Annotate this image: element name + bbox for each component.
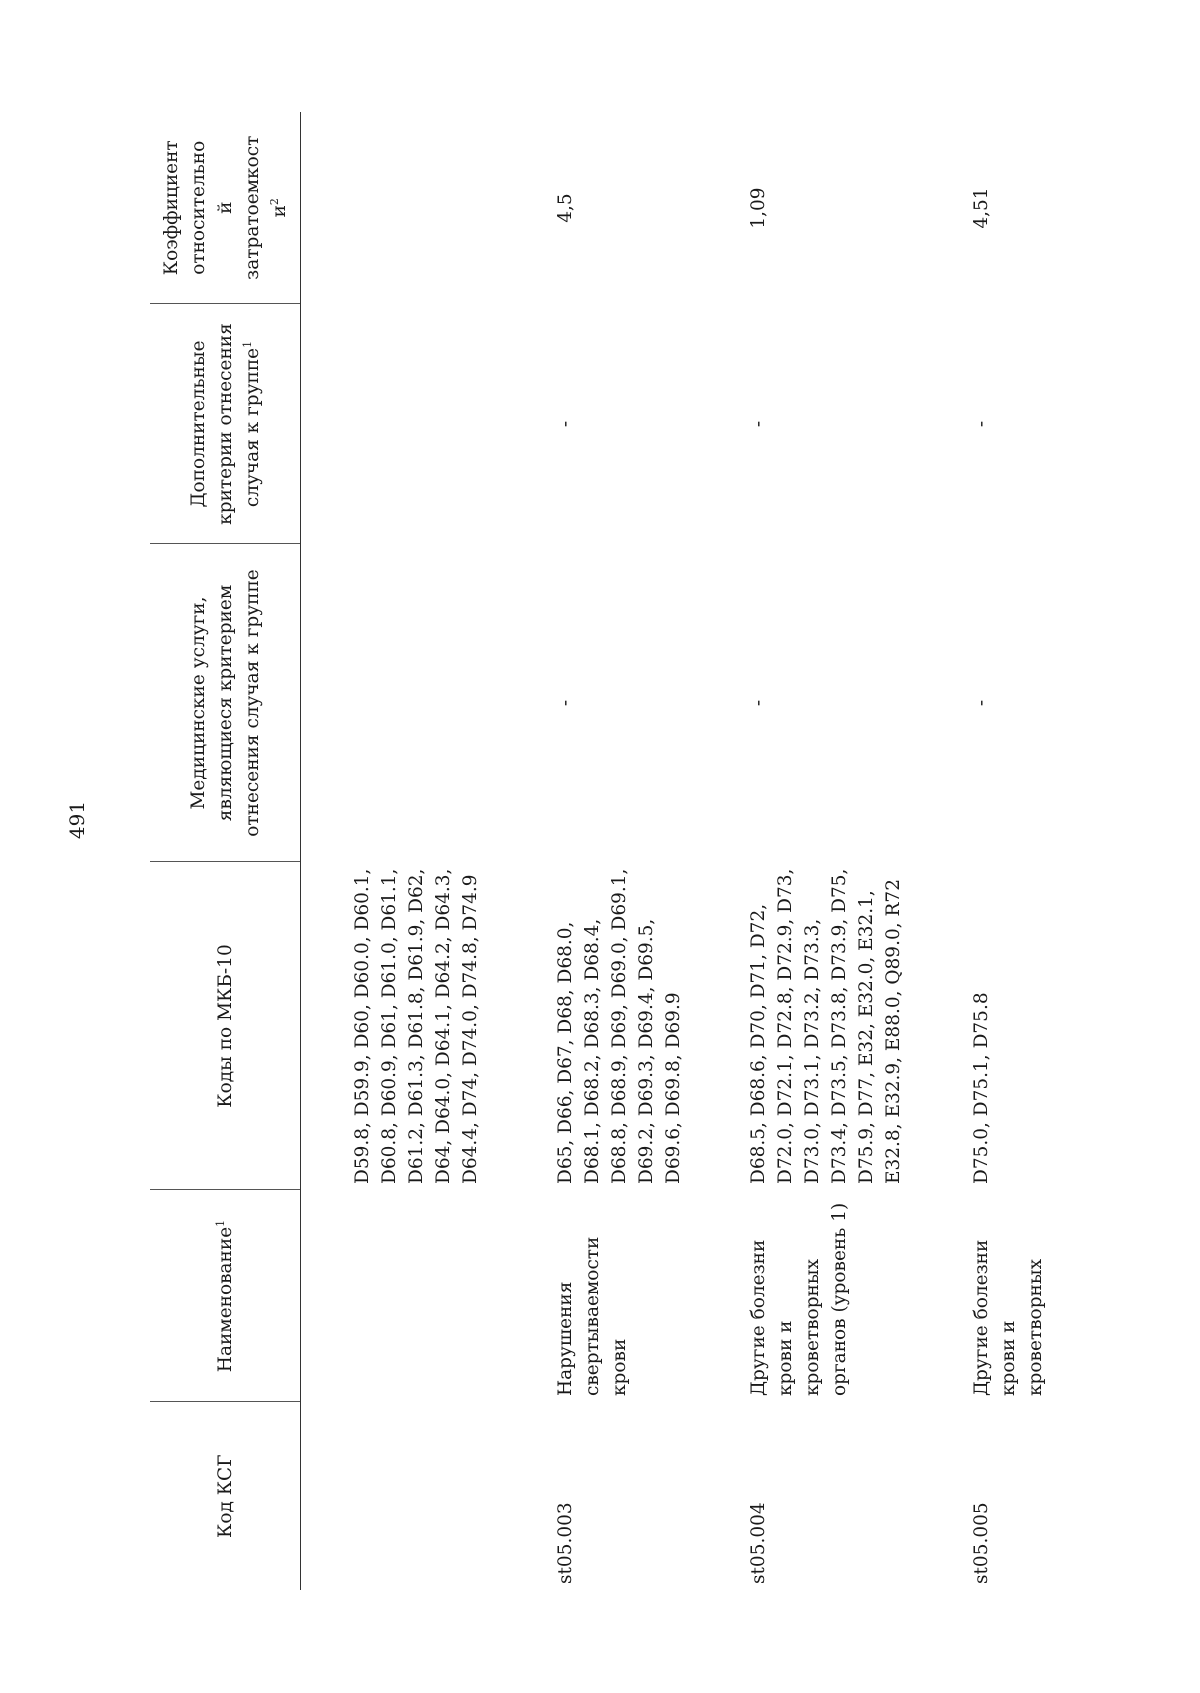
cell-criteria (301, 304, 515, 544)
table-row (301, 112, 515, 1590)
cell-icd: D75.0, D75.1, D75.8 (971, 992, 992, 1184)
cell-name (301, 1190, 515, 1402)
table-row (930, 112, 1088, 1590)
cell-icd: D68.5, D68.6, D70, D71, D72, D72.0, D72.1, D72.8, D72.9, D73, D73.0, D73.1, D73.2, D73.3, D73.4, D73.5, D73.8, D73.9, D75, D75.9, D77, E32, E32.0, E32.1, E32.8, E32.9, E88.0, Q89.0, R72 (748, 868, 904, 1184)
header-code: Код КСГ (150, 1402, 301, 1590)
cell-code (301, 1402, 515, 1590)
header-name: Наименование$^1$ (150, 1190, 301, 1402)
rotated-table-container (150, 112, 1150, 1590)
ksg-table (150, 112, 1088, 1590)
table-row (514, 112, 707, 1590)
cell-services: - (555, 699, 576, 707)
cell-coefficient (301, 112, 515, 304)
cell-name: Нарушения свертываемости крови (555, 1236, 630, 1396)
cell-name: Другие болезни крови и кроветворных (971, 1239, 1046, 1396)
cell-name: Другие болезни крови и кроветворных органов (уровень 1) (748, 1202, 850, 1396)
cell-code: st05.004 (748, 1502, 769, 1584)
header-services: Медицинские услуги, являющиеся критерием отнесения случая к группе (150, 544, 301, 862)
page-number: 491 (65, 800, 89, 840)
cell-criteria: - (555, 420, 576, 428)
cell-criteria: - (971, 420, 992, 428)
cell-code: st05.003 (555, 1502, 576, 1584)
header-icd: Коды по МКБ-10 (150, 862, 301, 1190)
table-header-row (150, 112, 301, 1590)
cell-services: - (971, 699, 992, 707)
header-criteria: Дополнительные критерии отнесения случая к группе$^1$ (150, 304, 301, 544)
cell-criteria: - (748, 420, 769, 428)
cell-code: st05.005 (971, 1502, 992, 1584)
cell-icd: D65, D66, D67, D68, D68.0, D68.1, D68.2, D68.3, D68.4, D68.8, D68.9, D69, D69.0, D69.1, D69.2, D69.3, D69.4, D69.5, D69.6, D69.8, D69.9 (555, 868, 684, 1184)
cell-coefficient: 4,51 (971, 187, 992, 229)
header-coefficient: Коэффициент относительно й затратоемкост $и^2$ (150, 112, 301, 304)
cell-icd: D59.8, D59.9, D60, D60.0, D60.1, D60.8, D60.9, D61, D61.0, D61.1, D61.2, D61.3, D61.8, D61.9, D62, D64, D64.0, D64.1, D64.2, D64.3, D64.4, D74, D74.0, D74.8, D74.9 (352, 868, 481, 1184)
cell-services: - (748, 699, 769, 707)
table-row (707, 112, 930, 1590)
cell-coefficient: 1,09 (748, 187, 769, 229)
cell-coefficient: 4,5 (555, 193, 576, 223)
cell-services (301, 544, 515, 862)
